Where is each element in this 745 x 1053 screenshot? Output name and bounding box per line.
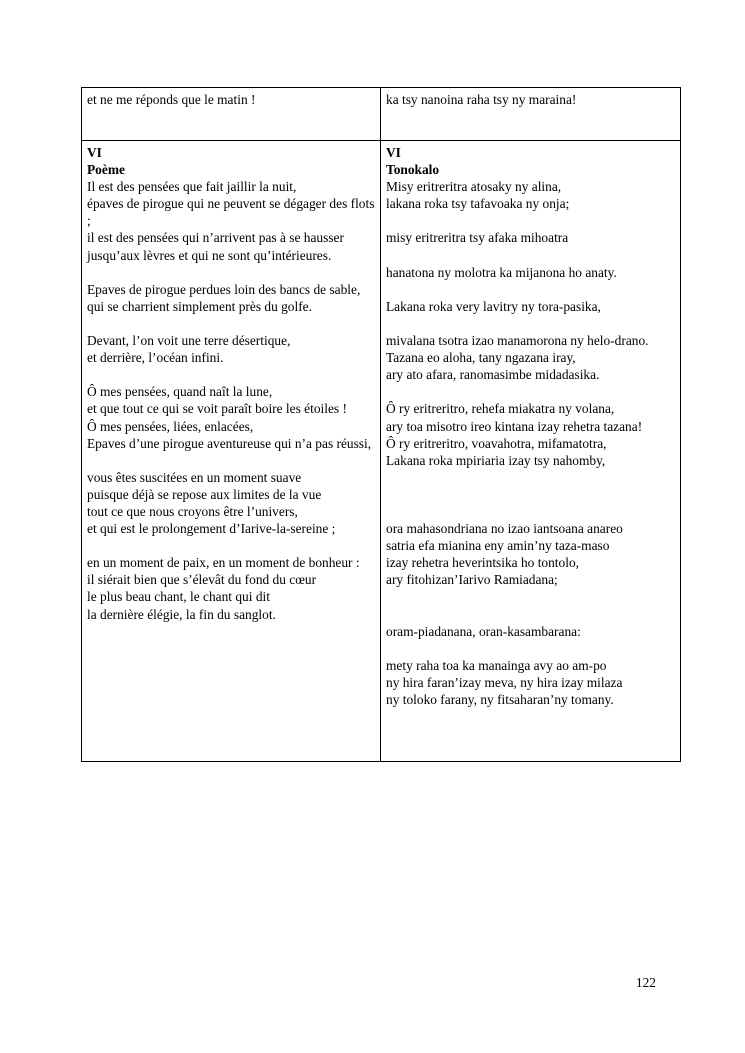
table-row <box>82 141 681 762</box>
malagasy-poem-line: ny hira faran’izay meva, ny hira izay milaza <box>386 674 623 690</box>
malagasy-poem-line <box>386 212 675 229</box>
french-poem-line <box>87 537 375 554</box>
malagasy-poem-line: ary fitohizan’Iarivo Ramiadana; <box>386 572 558 588</box>
french-poem-line: jusqu’aux lèvres et qui ne sont qu’intérieures. <box>87 247 332 263</box>
french-cell-top <box>82 88 381 141</box>
french-poem-line: il siérait bien que s’élevât du fond du cœur <box>87 572 317 588</box>
malagasy-section-number: VI <box>386 145 401 160</box>
malagasy-poem-line <box>386 281 675 298</box>
malagasy-poem-line: satria efa mianina eny amin’ny taza-maso <box>386 538 610 554</box>
page-number: 122 <box>635 975 656 990</box>
malagasy-poem-line: mety raha toa ka manainga avy ao am-po <box>386 657 607 673</box>
malagasy-poem-line: hanatona ny molotra ka mijanona ho anaty. <box>386 264 617 280</box>
malagasy-poem-line: ary ato afara, ranomasimbe midadasika. <box>386 367 600 383</box>
malagasy-poem-line: ora mahasondriana no izao iantsoana anareo <box>386 521 623 537</box>
malagasy-poem-line: Ô ry eritreritro, voavahotra, mifamatotra, <box>386 435 607 451</box>
french-top-line: et ne me réponds que le matin ! <box>87 92 256 107</box>
french-poem-line: puisque déjà se repose aux limites de la vue <box>87 486 322 502</box>
table-row <box>82 88 681 141</box>
french-poem-line: en un moment de paix, en un moment de bonheur : <box>87 555 360 571</box>
malagasy-poem-line <box>386 503 675 520</box>
french-poem-line: Ô mes pensées, quand naît la lune, <box>87 384 273 400</box>
malagasy-poem-line <box>386 588 675 605</box>
malagasy-cell-poem <box>381 141 681 762</box>
french-poem-line <box>87 315 375 332</box>
french-poem-body <box>87 178 375 622</box>
french-poem-line: Epaves de pirogue perdues loin des bancs de sable, <box>87 281 361 297</box>
malagasy-poem-title: Tonokalo <box>386 162 440 178</box>
french-poem-line: le plus beau chant, le chant qui dit <box>87 589 270 605</box>
french-cell-poem <box>82 141 381 762</box>
malagasy-poem-line <box>386 247 675 264</box>
malagasy-poem-line: ary toa misotro ireo kintana izay rehetra tazana! <box>386 418 643 434</box>
french-poem-line: vous êtes suscitées en un moment suave <box>87 469 302 485</box>
french-poem-line: Devant, l’on voit une terre désertique, <box>87 333 291 349</box>
malagasy-poem-line: Lakana roka mpiriaria izay tsy nahomby, <box>386 452 606 468</box>
malagasy-poem-line <box>386 606 675 623</box>
french-poem-line: qui se charrient simplement près du golfe. <box>87 298 312 314</box>
malagasy-top-line: ka tsy nanoina raha tsy ny maraina! <box>386 92 577 107</box>
malagasy-poem-line: mivalana tsotra izao manamorona ny helo-drano. <box>386 333 649 349</box>
french-section-number: VI <box>87 145 102 160</box>
malagasy-poem-line: Lakana roka very lavitry ny tora-pasika, <box>386 298 601 314</box>
malagasy-poem-line: ny toloko farany, ny fitsaharan’ny tomany. <box>386 692 614 707</box>
bilingual-poem-table <box>81 87 681 762</box>
french-poem-line <box>87 264 375 281</box>
malagasy-poem-line: Misy eritreritra atosaky ny alina, <box>386 179 562 195</box>
malagasy-poem-line: oram-piadanana, oran-kasambarana: <box>386 623 581 639</box>
french-poem-line <box>87 366 375 383</box>
french-poem-line: et derrière, l’océan infini. <box>87 350 224 366</box>
french-poem-line: épaves de pirogue qui ne peuvent se dégager des flots ; <box>87 196 375 229</box>
malagasy-poem-line <box>386 486 675 503</box>
malagasy-poem-line: Ô ry eritreritro, rehefa miakatra ny volana, <box>386 401 615 417</box>
malagasy-poem-line <box>386 383 675 400</box>
malagasy-poem-line: izay rehetra heverintsika ho tontolo, <box>386 555 579 571</box>
french-poem-title: Poème <box>87 162 125 178</box>
malagasy-poem-line <box>386 469 675 486</box>
french-poem-line <box>87 452 375 469</box>
malagasy-poem-line: lakana roka tsy tafavoaka ny onja; <box>386 196 570 212</box>
french-poem-line: et qui est le prolongement d’Iarive-la-sereine ; <box>87 521 336 537</box>
french-poem-line: Ô mes pensées, liées, enlacées, <box>87 418 254 434</box>
malagasy-poem-line: Tazana eo aloha, tany ngazana iray, <box>386 350 576 366</box>
french-poem-line: Il est des pensées que fait jaillir la nuit, <box>87 179 297 195</box>
malagasy-poem-line <box>386 640 675 657</box>
french-poem-line: il est des pensées qui n’arrivent pas à se hausser <box>87 230 344 246</box>
french-poem-line: la dernière élégie, la fin du sanglot. <box>87 606 276 622</box>
malagasy-cell-top <box>381 88 681 141</box>
french-poem-line: Epaves d’une pirogue aventureuse qui n’a pas réussi, <box>87 435 372 451</box>
malagasy-poem-line <box>386 315 675 332</box>
french-poem-line: tout ce que nous croyons être l’univers, <box>87 503 298 519</box>
malagasy-poem-body <box>386 178 675 708</box>
malagasy-poem-line: misy eritreritra tsy afaka mihoatra <box>386 230 569 246</box>
french-poem-line: et que tout ce qui se voit paraît boire les étoiles ! <box>87 401 347 417</box>
